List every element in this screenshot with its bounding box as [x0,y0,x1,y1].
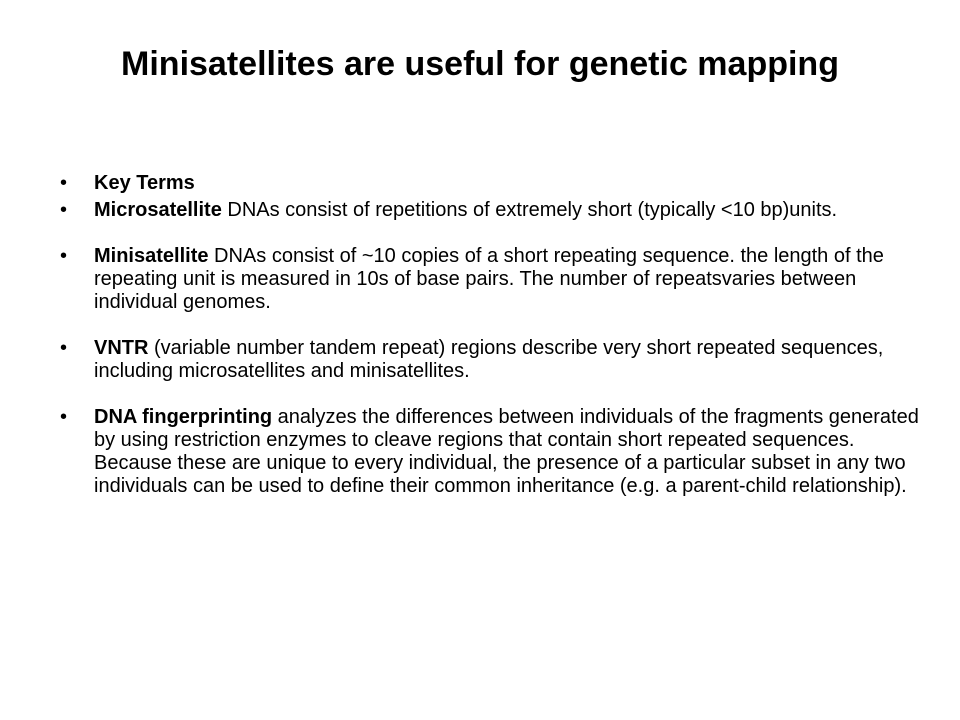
term-microsatellite: Microsatellite [94,199,222,221]
bullet-item-key-terms [60,172,920,195]
term-dna-fingerprinting: DNA fingerprinting [94,406,273,428]
bullet-marker: • [60,337,68,359]
description-dna-fingerprinting: analyzes the differences between individuals of the fragments generated by using restriction enzymes to cleave regions that contain short repeated sequences. Because these are unique to every individual, the presence of a particular subset in any two individuals can be used to define their common inheritance (e.g. a parent-child relationship). [94,406,919,497]
term-vntr: VNTR [94,337,149,359]
term-key-terms: Key Terms [94,172,195,194]
bullet-marker: • [60,245,68,267]
term-minisatellite: Minisatellite [94,245,209,267]
bullet-item-minisatellite [60,245,920,314]
bullet-marker: • [60,406,68,428]
bullet-item-vntr [60,337,920,383]
bullet-item-dna-fingerprinting [60,406,920,498]
bullet-marker: • [60,199,68,221]
bullet-marker: • [60,172,68,194]
bullet-item-microsatellite [60,199,920,222]
description-microsatellite: DNAs consist of repetitions of extremely short (typically <10 bp)units. [221,199,838,221]
description-vntr: (variable number tandem repeat) regions describe very short repeated sequences, including microsatellites and minisatellites. [94,337,884,382]
bullet-list [60,172,920,498]
description-minisatellite: DNAs consist of ~10 copies of a short repeating sequence. the length of the repeating unit is measured in 10s of base pairs. The number of repeatsvaries between individual genomes. [94,245,884,313]
slide-title: Minisatellites are useful for genetic mapping [121,45,839,83]
